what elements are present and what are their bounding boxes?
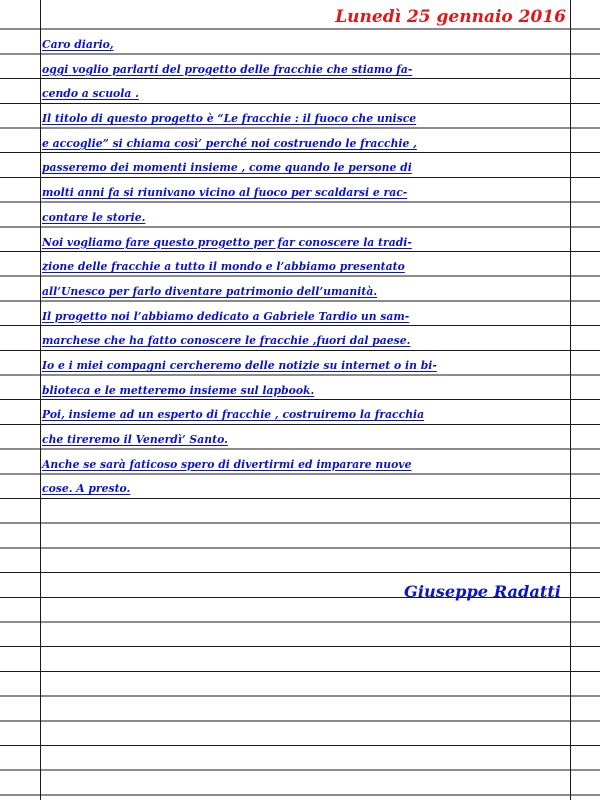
letter-line: molti anni fa si riunivano vicino al fuoco per scaldarsi e rac- [42, 186, 408, 200]
letter-line: Io e i miei compagni cercheremo delle notizie su internet o in bi- [42, 358, 437, 372]
letter-line: Anche se sarà faticoso spero di divertirmi ed imparare nuove [42, 457, 412, 471]
letter-line: passeremo dei momenti insieme , come quando le persone di [42, 161, 412, 175]
letter-line: all’Unesco per farlo diventare patrimonio dell’umanità. [42, 284, 378, 298]
letter-line: zione delle fracchie a tutto il mondo e l’abbiamo presentato [42, 260, 405, 274]
letter-line: Il progetto noi l’abbiamo dedicato a Gabriele Tardio un sam- [42, 309, 410, 323]
letter-line: e accoglie” si chiama così’ perché noi costruendo le fracchie , [42, 136, 417, 150]
letter-line: marchese che ha fatto conoscere le fracchie ,fuori dal paese. [42, 334, 411, 348]
letter-date: Lunedì 25 gennaio 2016 [335, 7, 566, 27]
letter-line: blioteca e le metteremo insieme sul lapbook. [42, 383, 315, 397]
letter-line: Poi, insieme ad un esperto di fracchie , costruiremo la fracchia [42, 408, 425, 422]
letter-line: contare le storie. [42, 210, 146, 224]
letter-line: cose. A presto. [42, 482, 131, 496]
left-margin-line [40, 0, 41, 800]
letter-line: che tireremo il Venerdì’ Santo. [42, 433, 228, 446]
letter-line: Il titolo di questo progetto è “Le fracchie : il fuoco che unisce [42, 112, 417, 126]
letter-line: Caro diario, [42, 38, 114, 51]
letter-body [42, 33, 574, 502]
letter-line: cendo a scuola . [42, 87, 139, 101]
signature: Giuseppe Radatti [404, 582, 561, 601]
letter-line: Noi vogliamo fare questo progetto per far conoscere la tradi- [42, 235, 412, 249]
letter-line: oggi voglio parlarti del progetto delle fracchie che stiamo fa- [42, 62, 413, 76]
